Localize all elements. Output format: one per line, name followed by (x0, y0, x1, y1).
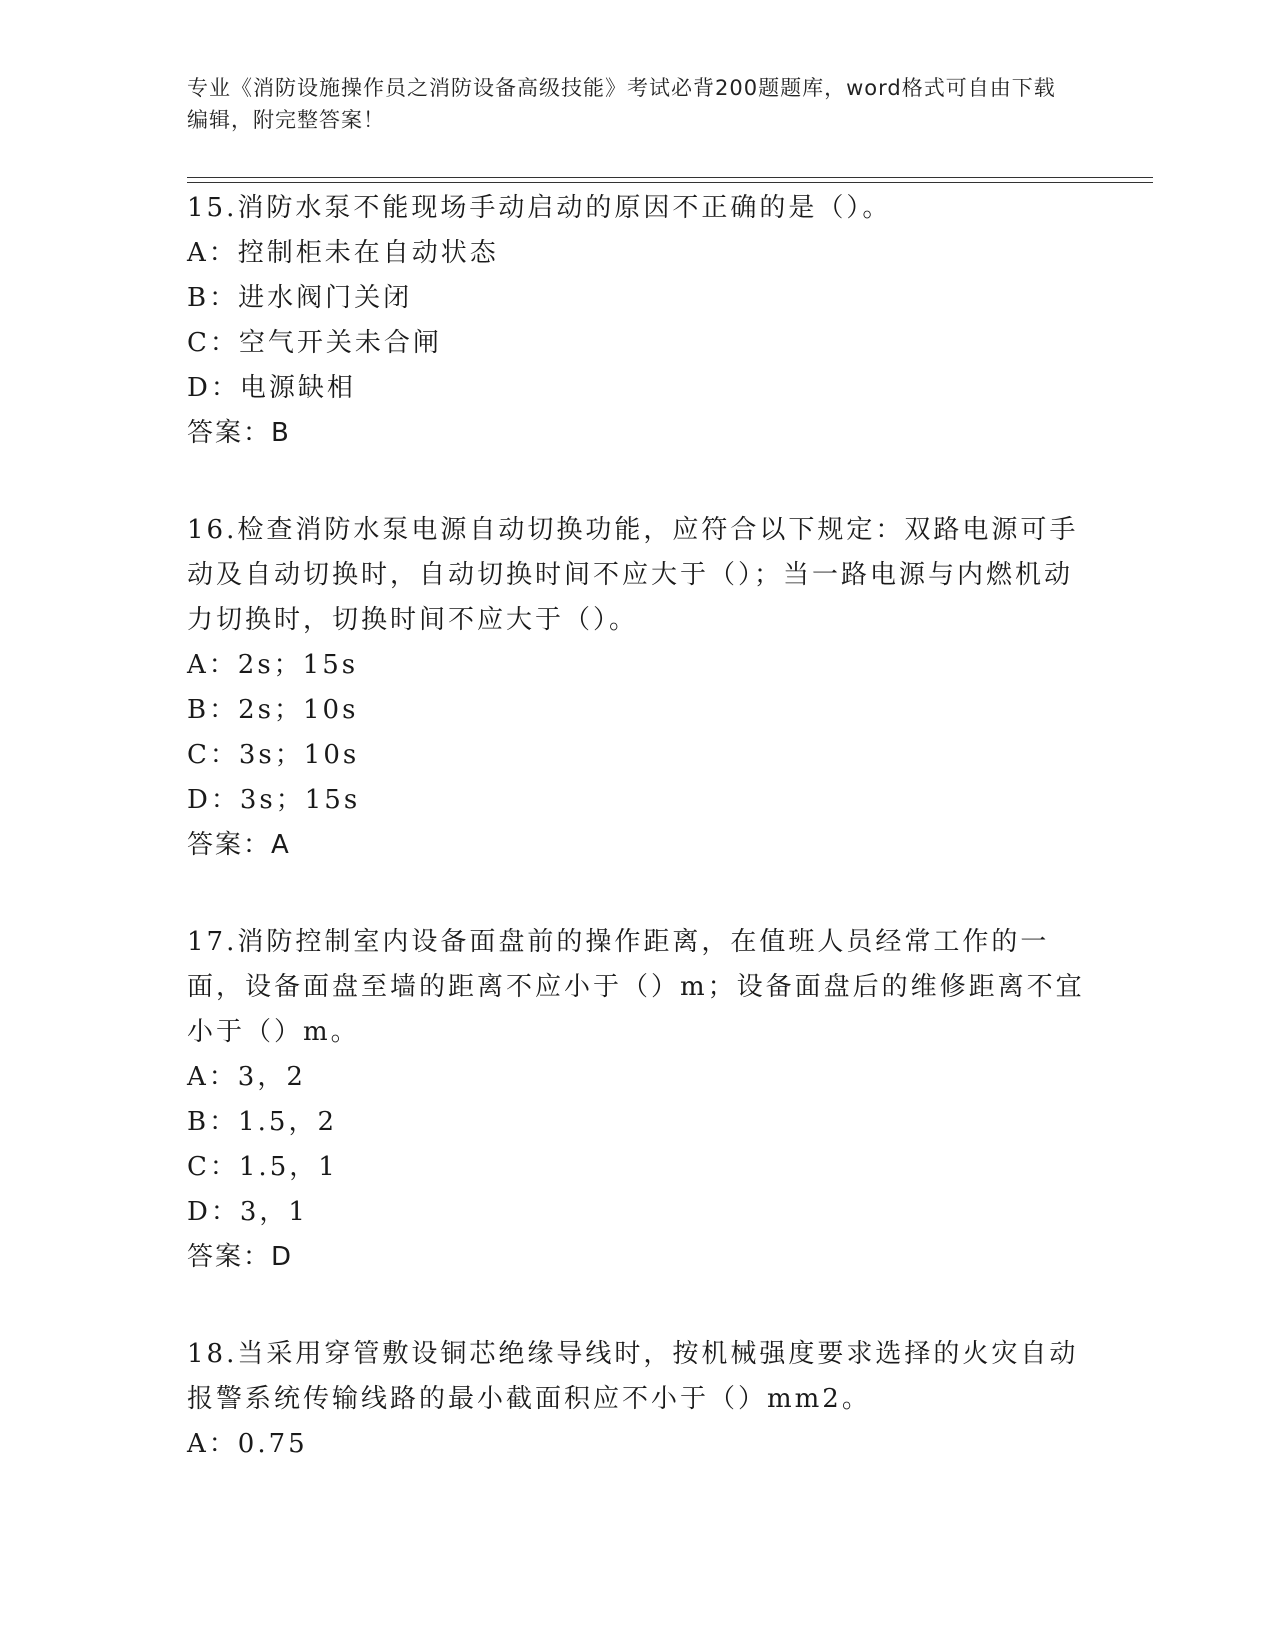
question-stem: 17.消防控制室内设备面盘前的操作距离，在值班人员经常工作的一面，设备面盘至墙的距离不应小于（）m；设备面盘后的维修距离不宜小于（）m。 (187, 927, 1085, 1047)
option-d: D：电源缺相 (187, 373, 356, 403)
question-stem: 18.当采用穿管敷设铜芯绝缘导线时，按机械强度要求选择的火灾自动报警系统传输线路的最小截面积应不小于（）mm2。 (187, 1339, 1079, 1414)
option-b: B：2s；10s (187, 695, 359, 725)
option-c: C：空气开关未合闸 (187, 328, 442, 358)
option-b: B：进水阀门关闭 (187, 283, 413, 313)
answer: 答案：B (187, 418, 291, 448)
option-b: B：1.5，2 (187, 1107, 337, 1137)
option-a: A：控制柜未在自动状态 (187, 238, 499, 268)
option-a: A：0.75 (187, 1429, 308, 1459)
question-15 (187, 186, 1087, 456)
option-c: C：3s；10s (187, 740, 360, 770)
option-d: D：3s；15s (187, 785, 361, 815)
header-divider-bottom (187, 182, 1153, 183)
document-header: 专业《消防设施操作员之消防设备高级技能》考试必背200题题库，word格式可自由下载编辑，附完整答案！ (187, 76, 1056, 132)
answer: 答案：D (187, 1242, 294, 1272)
answer: 答案：A (187, 830, 291, 860)
question-16 (187, 508, 1087, 868)
header-divider-top (187, 177, 1153, 178)
option-a: A：2s；15s (187, 650, 359, 680)
question-17 (187, 920, 1087, 1280)
option-d: D：3，1 (187, 1197, 308, 1227)
question-list (187, 186, 1087, 1519)
question-stem: 15.消防水泵不能现场手动启动的原因不正确的是（）。 (187, 193, 892, 223)
option-c: C：1.5，1 (187, 1152, 338, 1182)
option-a: A：3，2 (187, 1062, 306, 1092)
question-18 (187, 1332, 1087, 1467)
question-stem: 16.检查消防水泵电源自动切换功能，应符合以下规定：双路电源可手动及自动切换时，自动切换时间不应大于（）；当一路电源与内燃机动力切换时，切换时间不应大于（）。 (187, 515, 1079, 635)
